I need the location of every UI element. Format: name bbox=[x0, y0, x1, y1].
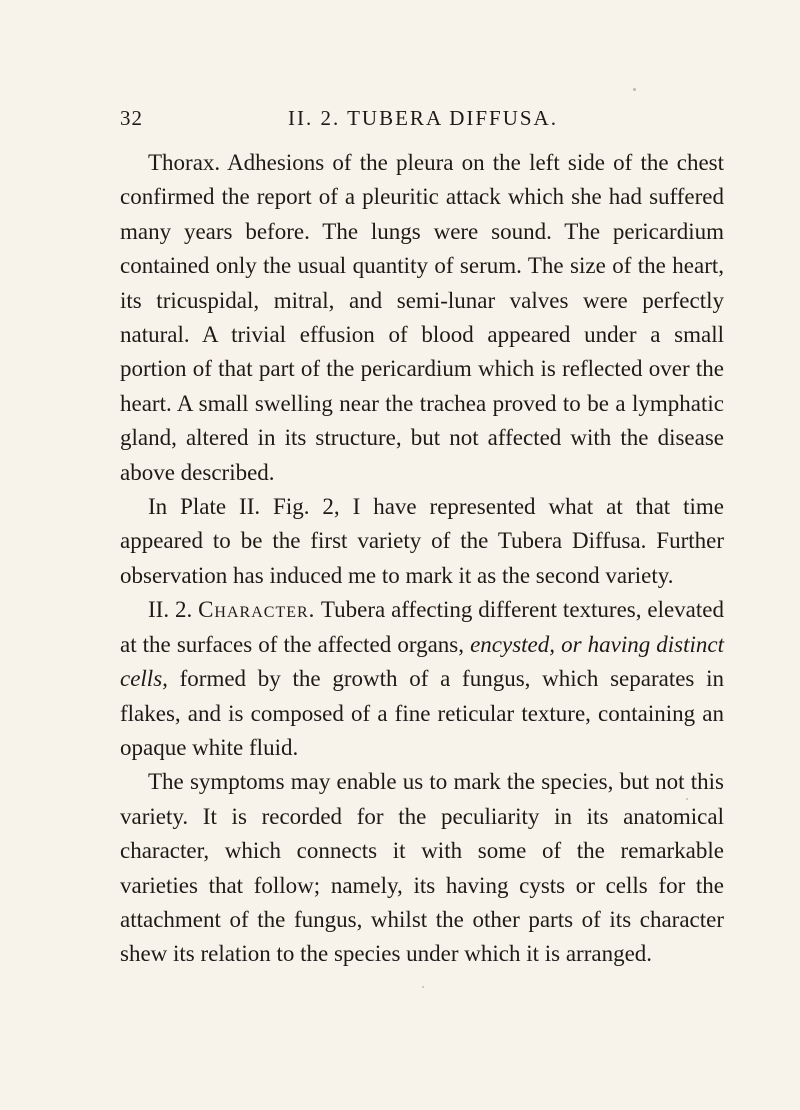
paragraph-thorax: Thorax. Adhesions of the pleura on the left side of the chest confirmed the report of a pleuritic attack which she had suffered many years before. The lungs were sound. The pericardium contained only the usual quantity of serum. The size of the heart, its tricuspidal, mitral, and semi-lunar valves were perfectly natural. A trivial effusion of blood appeared under a small portion of that part of the pericardium which is reflected over the heart. A small swelling near the trachea proved to be a lymphatic gland, altered in its structure, but not affected with the disease above described. bbox=[120, 150, 724, 485]
character-text-a: Tubera affecting different textures, elevated at the surfaces of the affected organs, bbox=[120, 597, 724, 657]
body-text bbox=[120, 146, 724, 972]
paragraph-plate: In Plate II. Fig. 2, I have represented what at that time appeared to be the first variety of the Tubera Diffusa. Further observation has induced me to mark it as the second variety. bbox=[120, 494, 724, 588]
paper-speck bbox=[686, 798, 688, 800]
running-head bbox=[120, 106, 740, 134]
character-text-b: formed by the growth of a fungus, which separates in flakes, and is composed of a fine reticular texture, containing an opaque white fluid. bbox=[120, 666, 724, 760]
character-italic-b: or having distinct cells, bbox=[120, 631, 725, 692]
character-heading: Character. bbox=[198, 597, 316, 623]
character-italic-a: encysted, bbox=[470, 631, 556, 657]
paper-speck bbox=[422, 986, 424, 988]
page-number: 32 bbox=[120, 106, 143, 130]
paragraph-character bbox=[120, 593, 724, 765]
variety-label: II. 2. bbox=[148, 597, 193, 623]
running-title: II. 2. TUBERA DIFFUSA. bbox=[288, 106, 558, 130]
paragraph-symptoms: The symptoms may enable us to mark the species, but not this variety. It is recorded for the peculiarity in its anatomical character, which connects it with some of the remarkable varieties that follow; namely, its having cysts or cells for the attachment of the fungus, whilst the other parts of its character shew its relation to the species under which it is arranged. bbox=[120, 769, 724, 967]
paper-speck bbox=[633, 88, 636, 91]
